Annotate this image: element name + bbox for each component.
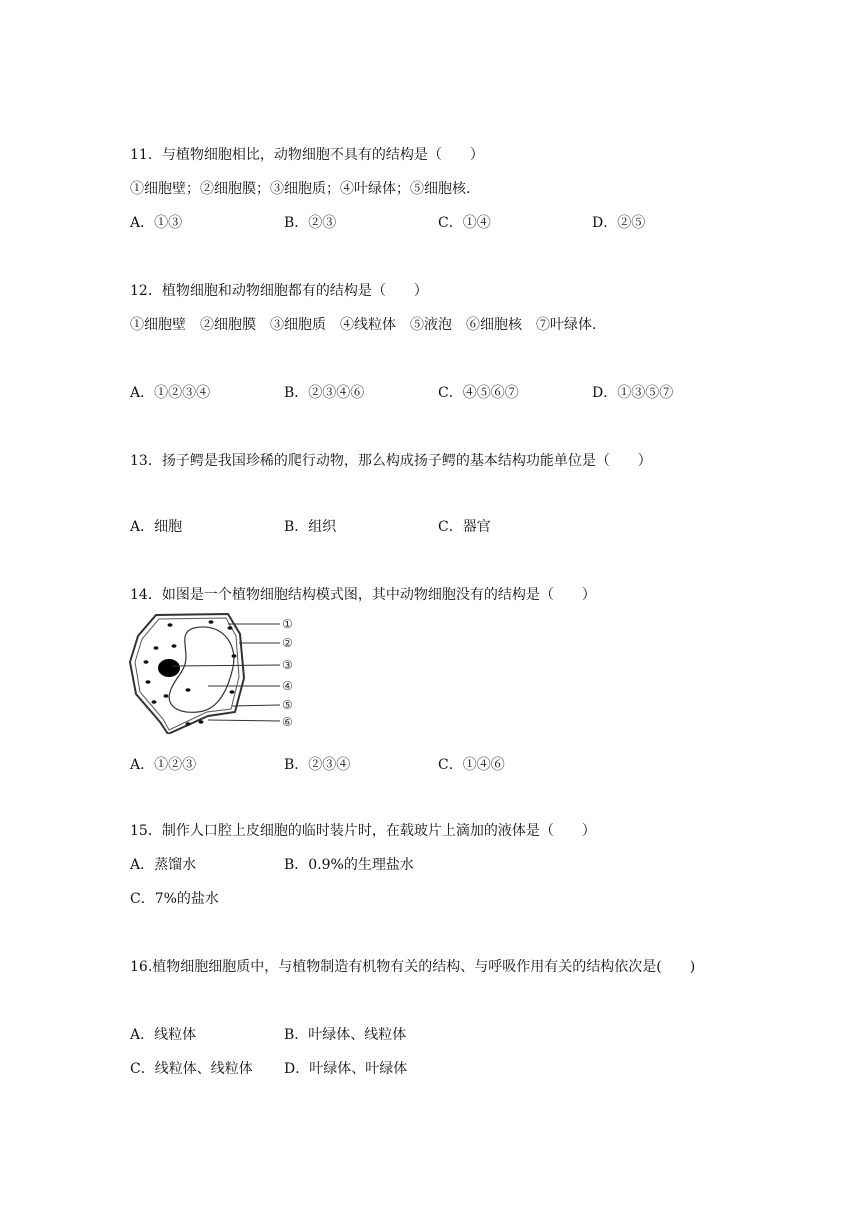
question-12-option-d: D．①③⑤⑦ (592, 385, 674, 401)
question-12-option-b: B．②③④⑥ (284, 385, 365, 401)
question-15-option-c: C．7%的盐水 (130, 891, 219, 907)
nucleus (158, 659, 180, 677)
question-16-option-b: B．叶绿体、线粒体 (284, 1027, 407, 1043)
question-16-option-c: C．线粒体、线粒体 (130, 1061, 253, 1077)
question-12-stem: 12．植物细胞和动物细胞都有的结构是（ ） (130, 283, 428, 299)
figure-label-5: ⑤ (282, 698, 293, 712)
question-12-option-c: C．④⑤⑥⑦ (438, 385, 519, 401)
question-11-option-c: C．①④ (438, 215, 491, 231)
plant-cell-diagram (128, 612, 308, 734)
leader-lines (172, 624, 280, 721)
question-14-option-b: B．②③④ (284, 757, 351, 773)
question-15-option-a: A．蒸馏水 (130, 857, 197, 873)
question-12-option-a: A．①②③④ (130, 385, 211, 401)
question-14-option-a: A．①②③ (130, 757, 197, 773)
question-13-stem: 13．扬子鳄是我国珍稀的爬行动物，那么构成扬子鳄的基本结构功能单位是（ ） (130, 453, 652, 469)
question-13-option-c: C．器官 (438, 519, 491, 535)
question-15-stem: 15．制作人口腔上皮细胞的临时装片时，在载玻片上滴加的液体是（ ） (130, 823, 596, 839)
question-11-option-a: A．①③ (130, 215, 183, 231)
question-16-option-d: D．叶绿体、叶绿体 (284, 1061, 408, 1077)
question-14-option-c: C．①④⑥ (438, 757, 505, 773)
question-11-option-d: D．②⑤ (592, 215, 646, 231)
figure-label-6: ⑥ (282, 715, 293, 729)
question-13-option-b: B．组织 (284, 519, 337, 535)
figure-label-2: ② (282, 636, 293, 650)
question-11-option-b: B．②③ (284, 215, 337, 231)
question-11-detail: ①细胞壁；②细胞膜；③细胞质；④叶绿体；⑤细胞核． (130, 181, 480, 197)
question-13-option-a: A．细胞 (130, 519, 183, 535)
question-16-stem: 16.植物细胞细胞质中，与植物制造有机物有关的结构、与呼吸作用有关的结构依次是( ) (130, 959, 696, 975)
figure-label-4: ④ (282, 679, 293, 693)
figure-label-1: ① (282, 617, 293, 631)
question-14-stem: 14．如图是一个植物细胞结构模式图，其中动物细胞没有的结构是（ ） (130, 587, 596, 603)
question-16-option-a: A．线粒体 (130, 1027, 197, 1043)
question-11-stem: 11．与植物细胞相比，动物细胞不具有的结构是（ ） (130, 147, 484, 163)
figure-label-3: ③ (282, 658, 293, 672)
question-12-detail: ①细胞壁 ②细胞膜 ③细胞质 ④线粒体 ⑤液泡 ⑥细胞核 ⑦叶绿体． (130, 317, 606, 333)
question-15-option-b: B．0.9%的生理盐水 (284, 857, 414, 873)
